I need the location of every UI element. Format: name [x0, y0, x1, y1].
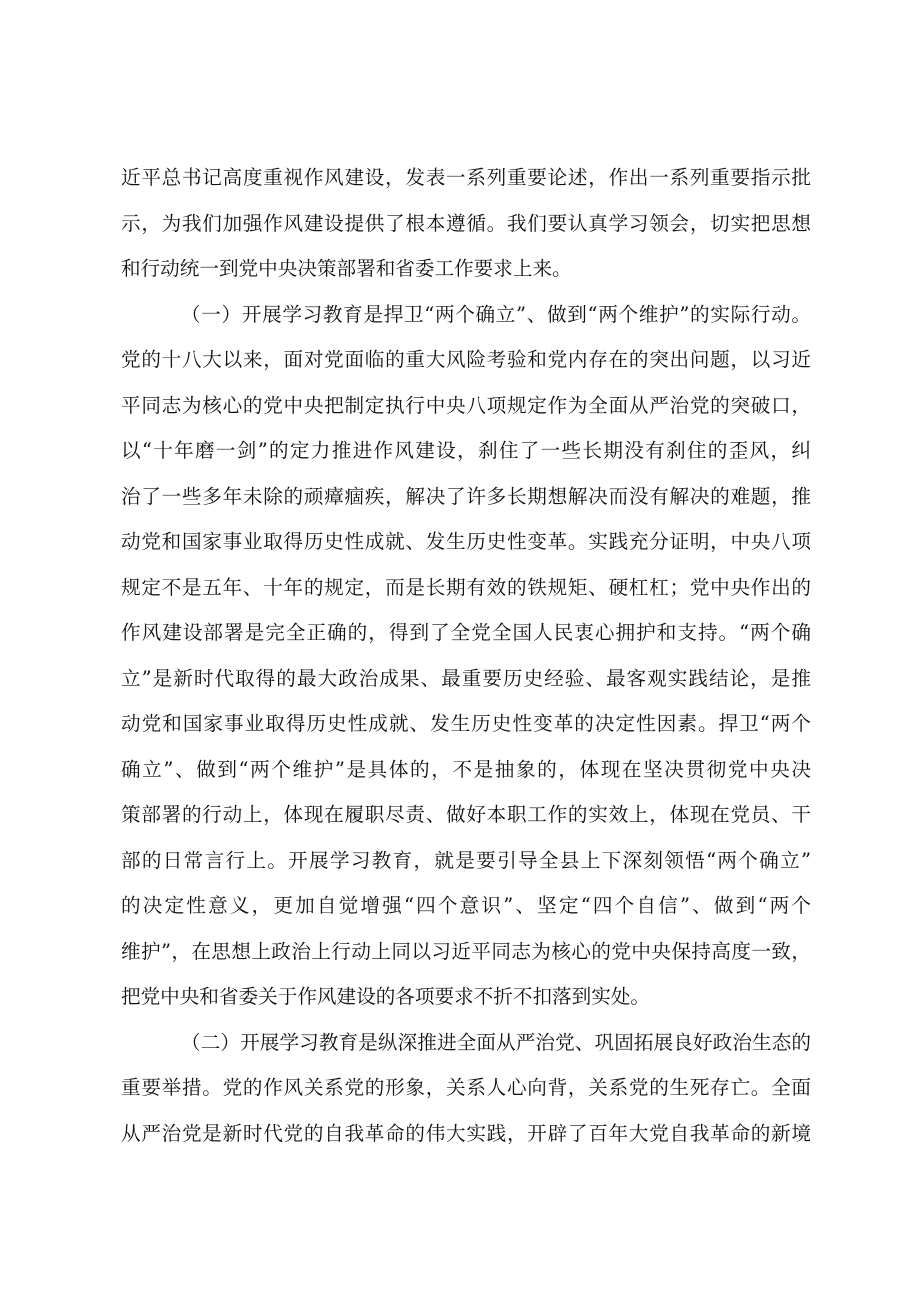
section-heading-line: （一）开展学习教育是捍卫“两个确立”、做到“两个维护”的实际行动。 — [181, 302, 811, 326]
text-line: 近平总书记高度重视作风建设，发表一系列重要论述，作出一系列重要指示批 — [121, 166, 811, 189]
text-line: 动党和国家事业取得历史性成就、发生历史性变革。实践充分证明，中央八项 — [121, 530, 811, 553]
text-line: 把党中央和省委关于作风建设的各项要求不折不扣落到实处。 — [121, 985, 651, 1008]
section-heading-line: （二）开展学习教育是纵深推进全面从严治党、巩固拓展良好政治生态的 — [181, 1030, 811, 1054]
text-line: 党的十八大以来，面对党面临的重大风险考验和党内存在的突出问题，以习近 — [121, 348, 811, 371]
text-line: 从严治党是新时代党的自我革命的伟大实践，开辟了百年大党自我革命的新境 — [121, 1121, 811, 1145]
text-line: 重要举措。党的作风关系党的形象，关系人心向背，关系党的生死存亡。全面 — [121, 1076, 811, 1099]
text-line: 的决定性意义，更加自觉增强“四个意识”、坚定“四个自信”、做到“两个 — [121, 894, 811, 917]
text-line: 以“十年磨一剑”的定力推进作风建设，刹住了一些长期没有刹住的歪风，纠 — [121, 439, 811, 462]
text-line: 确立”、做到“两个维护”是具体的，不是抽象的，体现在坚决贯彻党中央决 — [121, 757, 811, 781]
text-line: 维护”，在思想上政治上行动上同以习近平同志为核心的党中央保持高度一致， — [121, 939, 811, 963]
text-line: 作风建设部署是完全正确的，得到了全党全国人民衷心拥护和支持。“两个确 — [121, 621, 811, 644]
text-line: 示，为我们加强作风建设提供了根本遵循。我们要认真学习领会，切实把思想 — [121, 211, 811, 235]
text-line: 和行动统一到党中央决策部署和省委工作要求上来。 — [121, 257, 572, 280]
text-line: 规定不是五年、十年的规定，而是长期有效的铁规矩、硬杠杠；党中央作出的 — [121, 575, 811, 599]
text-line: 治了一些多年未除的顽瘴痼疾，解决了许多长期想解决而没有解决的难题，推 — [121, 484, 811, 508]
text-line: 动党和国家事业取得历史性成就、发生历史性变革的决定性因素。捍卫“两个 — [121, 712, 811, 735]
text-line: 策部署的行动上，体现在履职尽责、做好本职工作的实效上，体现在党员、干 — [121, 803, 811, 826]
body-text — [121, 155, 811, 1156]
text-line: 平同志为核心的党中央把制定执行中央八项规定作为全面从严治党的突破口， — [121, 393, 811, 417]
text-line: 立”是新时代取得的最大政治成果、最重要历史经验、最客观实践结论，是推 — [121, 666, 811, 690]
text-line: 部的日常言行上。开展学习教育，就是要引导全县上下深刻领悟“两个确立” — [121, 848, 811, 872]
